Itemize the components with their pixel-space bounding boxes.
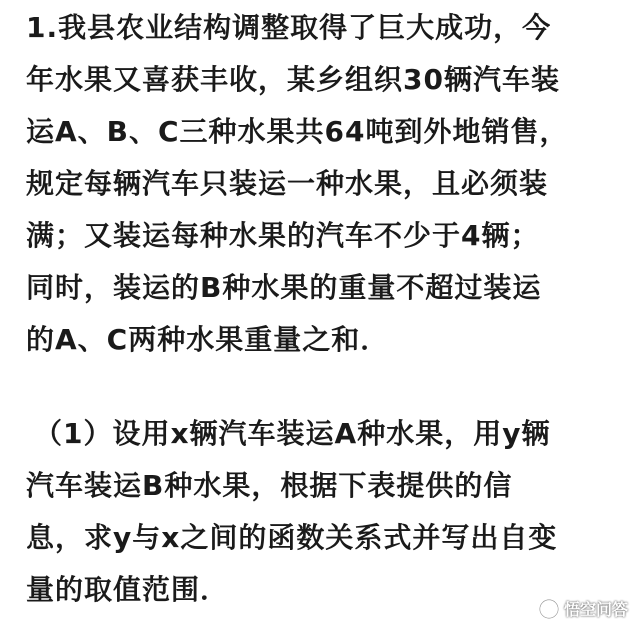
problem-line-5: 满；又装运每种水果的汽车不少于4辆； [26,219,540,252]
problem-line-2: 年水果又喜获丰收，某乡组织30辆汽车装 [26,63,560,96]
problem-line-1: 1.我县农业结构调整取得了巨大成功，今 [26,11,552,44]
problem-line-7: 的A、C两种水果重量之和． [26,323,390,356]
question1-line-2: 汽车装运B种水果，根据下表提供的信 [26,469,513,502]
problem-line-6: 同时，装运的B种水果的重量不超过装运 [26,271,542,304]
watermark-text: 悟空问答 [563,600,628,619]
question1-line-3: 息，求y与x之间的函数关系式并写出自变 [26,521,558,554]
watermark [538,597,628,620]
question1-line-1: （1）设用x辆汽车装运A种水果，用y辆 [34,417,551,450]
problem-line-3: 运A、B、C三种水果共64吨到外地销售， [26,115,569,148]
wukong-logo-icon [538,598,560,620]
problem-line-4: 规定每辆汽车只装运一种水果，且必须装 [26,167,549,200]
question1-line-4: 量的取值范围． [26,573,230,606]
